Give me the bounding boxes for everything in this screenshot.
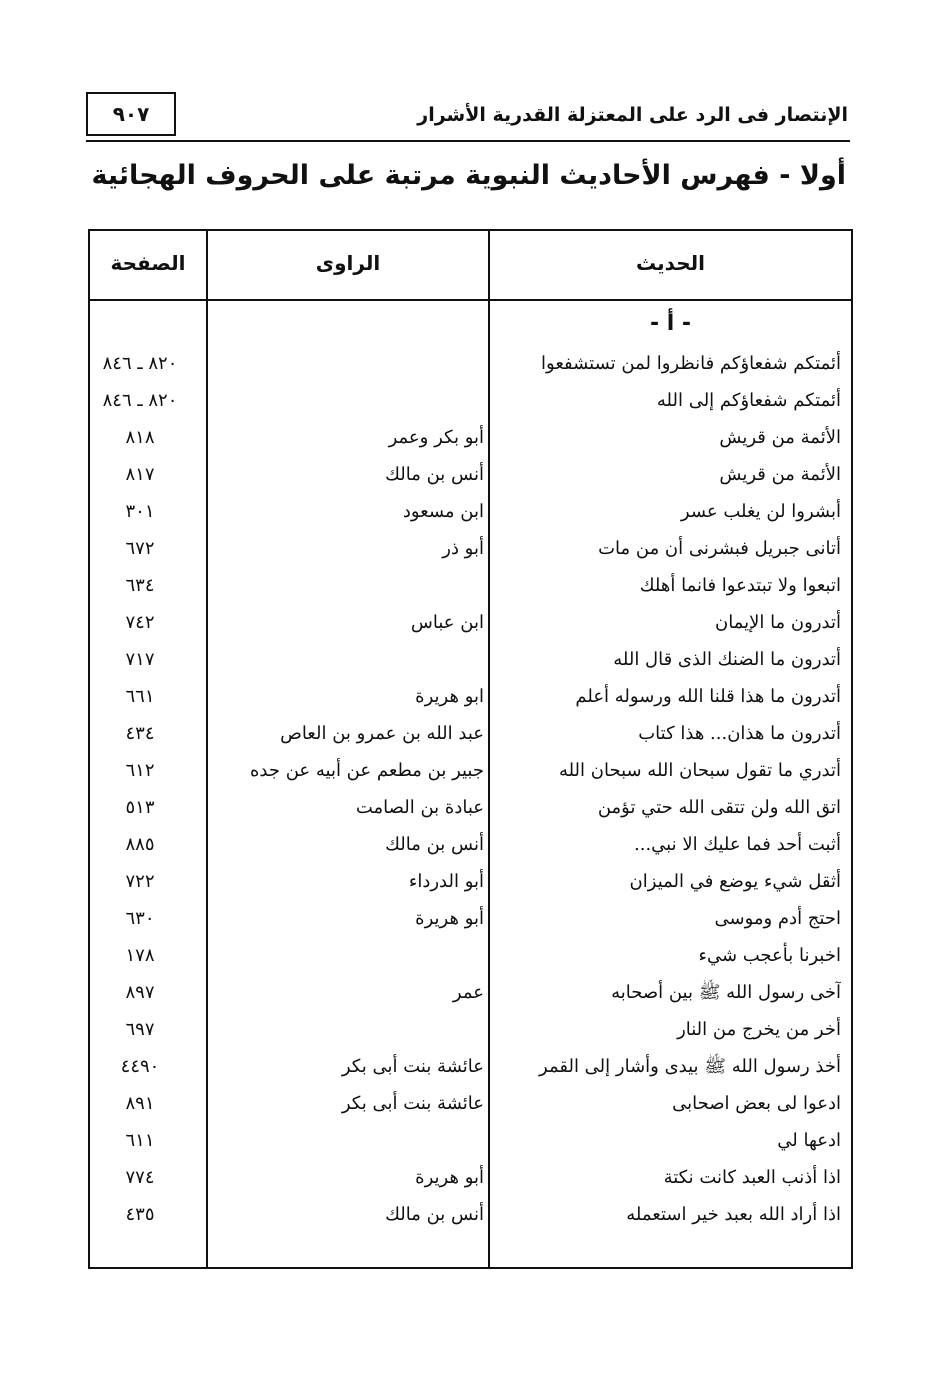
page-reference: ٤٣٤ (125, 723, 155, 744)
rawi-name: ابن مسعود (402, 501, 484, 522)
table-row (90, 937, 851, 974)
hadith-text: اذا أراد الله بعبد خير استعمله (626, 1204, 841, 1225)
page-reference: ٥١٣ (125, 797, 155, 818)
page-reference: ٤٤٩٠ (120, 1056, 160, 1077)
table-row (90, 456, 851, 493)
rawi-name (212, 345, 484, 382)
hadith-text: أثقل شيء يوضع في الميزان (629, 871, 841, 892)
hadith-text: الأئمة من قريش (719, 427, 841, 448)
rawi-name: عائشة بنت أبى بكر (341, 1093, 484, 1114)
hadith-text: أتانى جبريل فبشرنى أن من مات (598, 538, 841, 559)
hadith-text: اتق الله ولن تتقى الله حتي تؤمن (597, 797, 841, 818)
rawi-name: عمر (452, 982, 484, 1003)
rawi-name: أبو هريرة (415, 908, 484, 929)
hadith-text: أخذ رسول الله ﷺ بيدى وأشار إلى القمر (539, 1056, 841, 1077)
hadith-text: ادعوا لى بعض اصحابى (672, 1093, 841, 1114)
table-row (90, 678, 851, 715)
page-reference: ٨٨٥ (125, 834, 155, 855)
page-reference: ٣٠١ (125, 501, 155, 522)
book-title: الإنتصار فى الرد على المعتزلة القدرية الأشرار (417, 104, 848, 126)
hadith-text: أتدرون ما الضنك الذى قال الله (613, 649, 841, 670)
rawi-name (212, 937, 484, 974)
rawi-name: عائشة بنت أبى بكر (341, 1056, 484, 1077)
hadith-text: آخى رسول الله ﷺ بين أصحابه (611, 982, 841, 1003)
rawi-name: أنس بن مالك (385, 834, 484, 855)
page-reference: ٤٣٥ (125, 1204, 155, 1225)
page-reference: ٧١٧ (125, 649, 155, 670)
page-reference: ٧٢٢ (125, 871, 155, 892)
table-row (90, 1196, 851, 1233)
hadith-text: أخر من يخرج من النار (677, 1019, 841, 1040)
page-reference: ٦٩٧ (125, 1019, 155, 1040)
table-row (90, 752, 851, 789)
hadith-text: أثبت أحد فما عليك الا نبي... (634, 834, 841, 855)
column-header-rawi: الراوى (315, 251, 381, 275)
table-row (90, 863, 851, 900)
table-row (90, 1122, 851, 1159)
page-reference: ٨٢٠ ـ ٨٤٦ (102, 390, 178, 411)
rawi-name (212, 1122, 484, 1159)
hadith-text: اذا أذنب العبد كانت نكتة (663, 1167, 841, 1188)
page-number-box: ٩٠٧ (86, 92, 176, 136)
rawi-name (212, 567, 484, 604)
table-row (90, 493, 851, 530)
hadith-text: اخبرنا بأعجب شيء (698, 945, 841, 966)
hadith-index-table (88, 229, 853, 1269)
index-title: أولا - فهرس الأحاديث النبوية مرتبة على الحروف الهجائية (91, 160, 846, 191)
page-reference: ٦١١ (125, 1130, 155, 1151)
rawi-name (212, 382, 484, 419)
letter-heading: - أ - (649, 311, 692, 336)
column-header-page: الصفحة (110, 251, 186, 275)
rawi-name: أنس بن مالك (385, 1204, 484, 1225)
hadith-text: احتج أدم وموسى (714, 908, 841, 929)
table-row (90, 345, 851, 382)
page-reference: ٧٧٤ (125, 1167, 155, 1188)
page-reference: ٦٦١ (125, 686, 155, 707)
rawi-name: أبو هريرة (415, 1167, 484, 1188)
page-reference: ٦٧٢ (125, 538, 155, 559)
rawi-name (212, 641, 484, 678)
table-row (90, 567, 851, 604)
page-reference: ١٧٨ (125, 945, 155, 966)
hadith-text: أتدرون ما هذان... هذا كتاب (638, 723, 841, 744)
rawi-name: ابن عباس (410, 612, 484, 633)
table-row (90, 641, 851, 678)
rawi-name: أبو بكر وعمر (388, 427, 484, 448)
hadith-text: أتدري ما تقول سبحان الله سبحان الله (558, 760, 841, 781)
table-row (90, 1159, 851, 1196)
table-row (90, 1085, 851, 1122)
rawi-name: أبو الدرداء (408, 871, 484, 892)
table-row (90, 530, 851, 567)
table-header-row (90, 231, 851, 301)
running-header (86, 90, 850, 142)
rawi-name: أبو ذر (442, 538, 484, 559)
rawi-name (212, 1011, 484, 1048)
rawi-name: عبد الله بن عمرو بن العاص (280, 723, 484, 744)
table-row (90, 1048, 851, 1085)
rawi-name: ابو هريرة (415, 686, 484, 707)
page-reference: ٦٣٤ (125, 575, 155, 596)
table-row (90, 974, 851, 1011)
hadith-text: أبشروا لن يغلب عسر (680, 501, 841, 522)
hadith-text: أئمتكم شفعاؤكم فانظروا لمن تستشفعوا (541, 353, 841, 374)
rawi-name: عبادة بن الصامت (355, 797, 484, 818)
table-row (90, 1011, 851, 1048)
page-reference: ٨٢٠ ـ ٨٤٦ (102, 353, 178, 374)
page-reference: ٨٩١ (125, 1093, 155, 1114)
hadith-text: أتدرون ما هذا قلنا الله ورسوله أعلم (575, 686, 841, 707)
hadith-text: أئمتكم شفعاؤكم إلى الله (656, 390, 841, 411)
page-reference: ٨١٨ (125, 427, 155, 448)
page-reference: ٦١٢ (125, 760, 155, 781)
table-row (90, 604, 851, 641)
page-reference: ٨١٧ (125, 464, 155, 485)
column-header-hadith: الحديث (635, 251, 705, 275)
table-row (90, 826, 851, 863)
rawi-name: جبير بن مطعم عن أبيه عن جده (249, 760, 484, 781)
table-row (90, 419, 851, 456)
hadith-text: أتدرون ما الإيمان (714, 612, 841, 633)
table-row (90, 715, 851, 752)
page-reference: ٦٣٠ (125, 908, 155, 929)
hadith-text: اتبعوا ولا تبتدعوا فانما أهلك (639, 575, 841, 596)
page-reference: ٨٩٧ (125, 982, 155, 1003)
page-reference: ٧٤٢ (125, 612, 155, 633)
table-body (90, 345, 851, 1233)
rawi-name: أنس بن مالك (385, 464, 484, 485)
table-row (90, 789, 851, 826)
table-row (90, 382, 851, 419)
hadith-text: ادعها لي (777, 1130, 841, 1151)
table-row (90, 900, 851, 937)
hadith-text: الأئمة من قريش (719, 464, 841, 485)
